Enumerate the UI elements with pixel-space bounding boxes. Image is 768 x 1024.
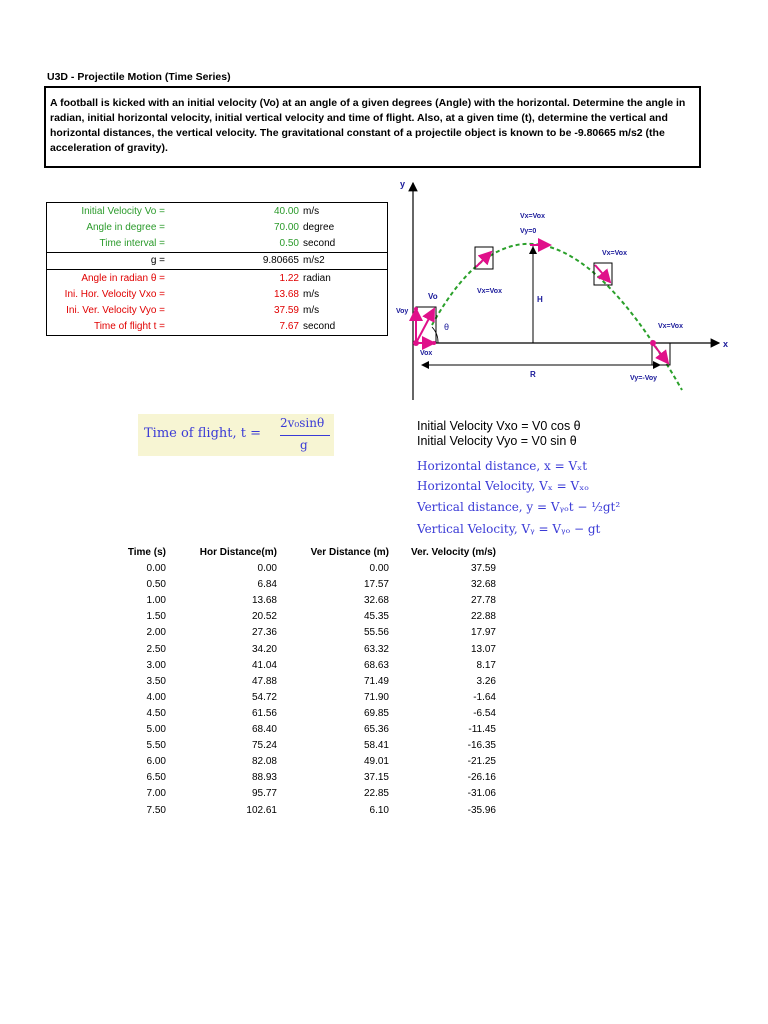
param-label: Angle in radian θ = — [81, 273, 165, 284]
table-row — [100, 611, 500, 625]
table-row — [100, 740, 500, 754]
table-cell: 7.50 — [146, 804, 166, 816]
table-cell: 6.10 — [369, 804, 389, 816]
table-cell: -11.45 — [468, 724, 496, 735]
table-cell: 88.93 — [251, 772, 277, 784]
table-cell: 13.07 — [470, 643, 496, 655]
table-cell: 45.35 — [363, 611, 389, 623]
param-unit: m/s — [303, 206, 320, 217]
table-cell: 69.85 — [363, 707, 389, 719]
table-cell: 0.00 — [257, 563, 277, 574]
table-header-cell: Time (s) — [127, 547, 166, 558]
problem-statement — [44, 86, 701, 168]
vo-label: Vo — [428, 292, 438, 301]
param-value: 1.22 — [279, 273, 299, 284]
param-label: Ini. Ver. Velocity Vyo = — [66, 305, 165, 316]
table-row — [100, 563, 500, 577]
table-cell: 5.00 — [146, 724, 166, 735]
table-row — [100, 788, 500, 802]
voy-tip — [414, 307, 418, 311]
table-cell: 1.00 — [146, 595, 166, 607]
table-row — [100, 692, 500, 706]
table-cell: 27.78 — [470, 595, 496, 607]
height-label: H — [537, 295, 543, 304]
table-cell: 37.15 — [363, 772, 389, 784]
table-row — [100, 627, 500, 641]
formula-vertical-distance: Vertical distance, y = Vᵧₒt − ½gt² — [417, 500, 621, 514]
tof-denominator: g — [300, 438, 308, 452]
table-cell: 8.17 — [476, 659, 496, 671]
table-cell: 6.50 — [146, 772, 166, 784]
problem-text: A football is kicked with an initial velocity (Vo) at an angle of a given degrees (Angle) with the horizontal. Determine the angle in radian, initial horizontal velocity, initial vertical velocity and time of flight. Also, at a given time (t), determine the vertical and horizontal distances, the vertical velocity. The gravitational constant of a projectile object is known to be -9.80665 m/s2 (the acceleration of gravity). — [50, 97, 686, 154]
table-cell: 0.00 — [369, 563, 389, 574]
table-row — [100, 772, 500, 786]
trajectory-curve — [432, 244, 682, 390]
table-cell: 37.59 — [470, 563, 496, 574]
table-cell: 32.68 — [470, 579, 496, 591]
table-cell: 2.50 — [146, 643, 166, 655]
table-cell: 22.88 — [470, 611, 496, 623]
table-cell: 1.50 — [146, 611, 166, 623]
param-value[interactable]: 70.00 — [273, 222, 299, 233]
table-cell: 6.00 — [146, 756, 166, 768]
table-cell: 34.20 — [251, 643, 277, 655]
param-row-initial-velocity — [47, 204, 387, 220]
table-cell: 54.72 — [251, 691, 277, 703]
param-label: Ini. Hor. Velocity Vxo = — [64, 289, 165, 300]
table-cell: 47.88 — [251, 675, 277, 687]
table-cell: 41.04 — [251, 659, 277, 671]
tof-fraction-bar — [280, 435, 330, 436]
voy-label: Voy — [396, 308, 409, 315]
page-title: U3D - Projectile Motion (Time Series) — [47, 71, 231, 83]
param-value: 7.67 — [279, 321, 299, 332]
table-cell: 4.00 — [146, 691, 166, 703]
table-cell: 7.00 — [146, 788, 166, 800]
descending-vector — [595, 265, 610, 282]
table-cell: 63.32 — [363, 643, 389, 655]
x-axis-label: x — [723, 339, 729, 349]
param-row-time-of-flight — [47, 319, 387, 335]
param-value[interactable]: 9.80665 — [262, 255, 299, 266]
table-cell: 3.50 — [146, 675, 166, 687]
param-row-angle-degree — [47, 220, 387, 236]
table-cell: 5.50 — [146, 740, 166, 752]
table-cell: -1.64 — [473, 691, 496, 703]
table-row — [100, 708, 500, 722]
table-row — [100, 805, 500, 819]
table-cell: 95.77 — [251, 788, 277, 800]
projectile-diagram — [392, 175, 764, 405]
tof-prefix: Time of flight, t = — [144, 426, 262, 441]
apex-label-vy: Vy=0 — [520, 228, 537, 235]
formula-horizontal-velocity: Horizontal Velocity, Vₓ = Vₓₒ — [417, 479, 589, 493]
table-cell: 17.57 — [363, 579, 389, 591]
table-row — [100, 660, 500, 674]
vox-label: Vox — [420, 350, 433, 357]
ascending-vector — [476, 252, 491, 267]
param-row-vxo — [47, 287, 387, 303]
table-cell: -26.16 — [467, 772, 496, 784]
parameters-table — [46, 202, 388, 336]
table-cell: 65.36 — [363, 724, 389, 735]
table-cell: 61.56 — [251, 707, 277, 719]
divider — [47, 269, 387, 270]
table-cell: 71.90 — [363, 691, 389, 703]
table-header-cell: Ver Distance (m) — [310, 547, 389, 558]
init-formula-vyo: Initial Velocity Vyo = V0 sin θ — [417, 434, 577, 448]
table-cell: 3.26 — [476, 675, 496, 687]
param-unit: radian — [303, 273, 331, 284]
param-row-time-interval — [47, 236, 387, 252]
table-cell: 27.36 — [251, 627, 277, 639]
param-label: Time of flight t = — [93, 321, 165, 332]
table-row — [100, 724, 500, 738]
theta-arc — [432, 327, 438, 343]
theta-label: θ — [444, 322, 450, 332]
param-row-angle-radian — [47, 271, 387, 287]
param-unit: m/s2 — [303, 255, 325, 266]
param-label: Initial Velocity Vo = — [81, 206, 165, 217]
tof-numerator: 2v₀sinθ — [280, 416, 325, 430]
landing-vector — [653, 344, 668, 363]
table-cell: 102.61 — [246, 804, 277, 816]
table-cell: 71.49 — [363, 675, 389, 687]
table-cell: 6.84 — [257, 579, 277, 591]
table-row — [100, 579, 500, 593]
right-label: Vx=Vox — [658, 323, 683, 330]
table-cell: 0.50 — [146, 579, 166, 591]
table-cell: 4.50 — [146, 707, 166, 719]
landing-point — [650, 340, 656, 346]
param-value[interactable]: 40.00 — [273, 206, 299, 217]
param-row-gravity — [47, 253, 387, 269]
table-cell: 0.00 — [146, 563, 166, 574]
init-formula-vxo: Initial Velocity Vxo = V0 cos θ — [417, 419, 581, 433]
table-cell: -35.96 — [467, 804, 496, 816]
param-value[interactable]: 0.50 — [279, 238, 299, 249]
apex-label-vx: Vx=Vox — [520, 213, 545, 220]
table-cell: -21.25 — [467, 756, 496, 768]
table-cell: 22.85 — [363, 788, 389, 800]
param-unit: second — [303, 238, 336, 249]
table-cell: 20.52 — [251, 611, 277, 623]
table-cell: 68.63 — [363, 659, 389, 671]
range-label: R — [530, 370, 536, 379]
table-cell: 75.24 — [251, 740, 277, 752]
table-row — [100, 676, 500, 690]
vo-vector — [416, 309, 434, 343]
vox-tip — [432, 341, 436, 345]
table-cell: 68.40 — [251, 724, 277, 735]
time-of-flight-formula — [138, 414, 334, 456]
param-unit: m/s — [303, 305, 320, 316]
param-unit: second — [303, 321, 336, 332]
table-cell: -16.35 — [467, 740, 496, 752]
mid-label: Vx=Vox — [477, 288, 502, 295]
table-header-cell: Hor Distance(m) — [199, 547, 277, 558]
table-cell: 58.41 — [363, 740, 389, 752]
param-unit: m/s — [303, 289, 320, 300]
table-header-cell: Ver. Velocity (m/s) — [410, 547, 496, 558]
table-cell: 17.97 — [470, 627, 496, 639]
y-axis-label: y — [400, 179, 406, 189]
bottom-label: Vy=-Voy — [630, 375, 658, 382]
table-cell: -31.06 — [467, 788, 496, 800]
table-cell: 55.56 — [363, 627, 389, 639]
table-cell: 82.08 — [251, 756, 277, 768]
table-cell: 32.68 — [363, 595, 389, 607]
formula-horizontal-distance: Horizontal distance, x = Vₓt — [417, 459, 588, 473]
param-unit: degree — [303, 222, 335, 233]
formula-vertical-velocity: Vertical Velocity, Vᵧ = Vᵧₒ − gt — [417, 522, 601, 536]
param-label: Time interval = — [99, 238, 165, 249]
time-series-table — [100, 547, 500, 827]
param-value: 13.68 — [273, 289, 299, 300]
launch-point — [413, 340, 419, 346]
table-cell: 49.01 — [363, 756, 389, 768]
table-row — [100, 595, 500, 609]
param-label: g = — [150, 255, 165, 266]
param-row-vyo — [47, 303, 387, 319]
table-cell: 2.00 — [146, 627, 166, 639]
param-label: Angle in degree = — [86, 222, 165, 233]
upper-right-label: Vx=Vox — [602, 250, 627, 257]
table-cell: 3.00 — [146, 659, 166, 671]
table-row — [100, 756, 500, 770]
param-value: 37.59 — [273, 305, 299, 316]
table-cell: 13.68 — [251, 595, 277, 607]
table-cell: -6.54 — [473, 707, 496, 719]
table-row — [100, 644, 500, 658]
